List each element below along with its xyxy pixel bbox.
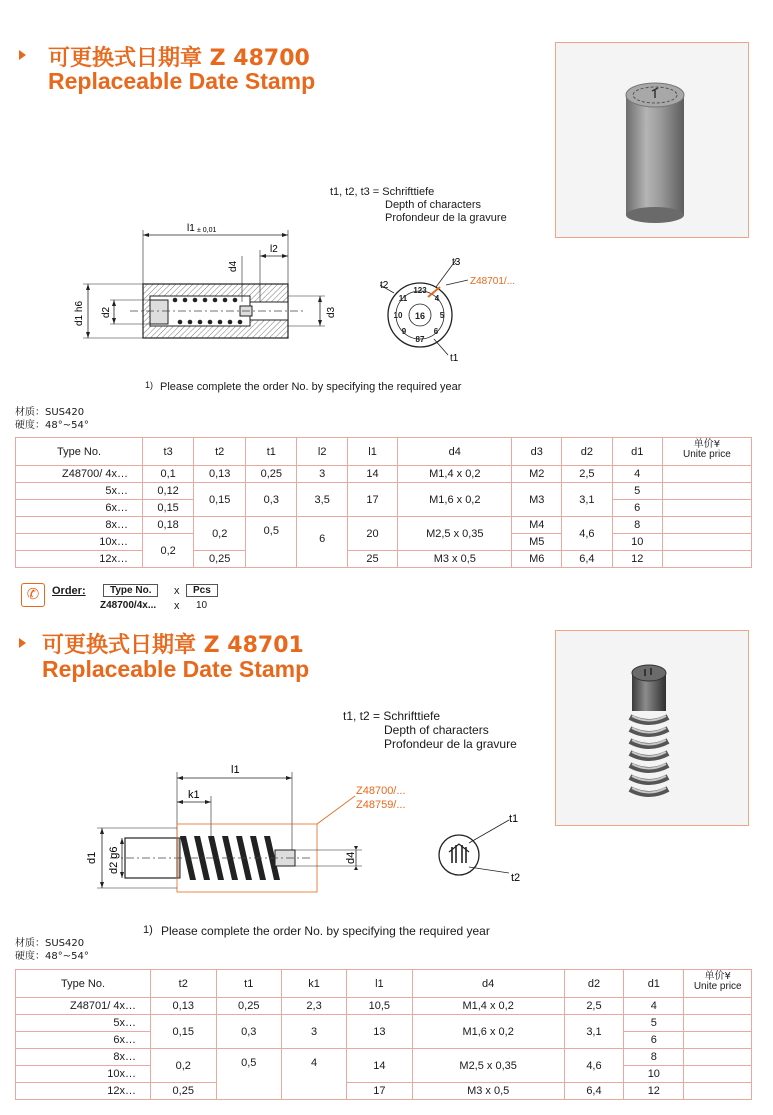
type-no-cell: 12x… xyxy=(16,1083,151,1100)
order-type-example: Z48700/4x... xyxy=(100,600,157,611)
price-header-cn: 单价¥ xyxy=(693,439,721,450)
d2-cell: 2,5 xyxy=(562,466,613,483)
price-cell xyxy=(662,517,751,534)
price-cell xyxy=(662,500,751,517)
dim2-d1-label: d1 xyxy=(86,851,98,864)
depth-legend2-line3: Profondeur de la gravure xyxy=(384,737,517,751)
depth-legend2-line1: t1, t2 = Schrifttiefe xyxy=(343,709,441,723)
price-cell xyxy=(662,534,751,551)
col-header: l2 xyxy=(297,438,348,466)
t2-cell: 0,13 xyxy=(194,466,246,483)
col-header: t1 xyxy=(216,970,281,998)
dim-d1-label: d1 h6 xyxy=(74,300,85,326)
t3-cell: 0,15 xyxy=(143,500,194,517)
d2-cell: 3,1 xyxy=(562,483,613,517)
technical-drawing-z48701 xyxy=(80,760,540,900)
svg-text:5: 5 xyxy=(439,311,445,320)
col-header: t1 xyxy=(246,438,297,466)
col-header: l1 xyxy=(347,438,397,466)
hardness-1: 硬度：48°~54° xyxy=(15,420,89,431)
d3-cell: M3 xyxy=(512,483,562,517)
dim2-d4-label: d4 xyxy=(345,851,357,864)
d1-cell: 12 xyxy=(624,1083,684,1100)
dim-d4-label: d4 xyxy=(228,260,239,272)
dim2-k1-label: k1 xyxy=(188,789,200,801)
d4-cell: M1,6 x 0,2 xyxy=(412,1015,564,1049)
svg-text:123: 123 xyxy=(413,286,427,295)
d2-cell: 2,5 xyxy=(564,998,623,1015)
d4-cell: M3 x 0,5 xyxy=(412,1083,564,1100)
hardness-2: 硬度：48°~54° xyxy=(15,951,89,962)
l1-cell: 13 xyxy=(347,1015,412,1049)
product-photo-z48701 xyxy=(555,630,749,826)
price-header-en: Unite price xyxy=(693,981,742,992)
col-header: l1 xyxy=(347,970,412,998)
d3-cell: M2 xyxy=(512,466,562,483)
d4-cell: M2,5 x 0,35 xyxy=(412,1049,564,1083)
table-row xyxy=(16,517,752,534)
stamp2-t1-label: t1 xyxy=(509,813,519,825)
k1-cell: 4 xyxy=(281,1049,346,1100)
t1-cell: 0,5 xyxy=(246,517,297,568)
type-no-cell: 12x… xyxy=(16,551,143,568)
stamp-t2-label: t2 xyxy=(380,280,389,291)
price-cell xyxy=(662,551,751,568)
type-no-cell: Z48701/ 4x… xyxy=(16,998,151,1015)
l2-cell: 3 xyxy=(297,466,348,483)
col-header: d3 xyxy=(512,438,562,466)
l1-cell: 14 xyxy=(347,1049,412,1083)
l1-cell: 17 xyxy=(347,483,397,517)
d4-cell: M2,5 x 0,35 xyxy=(398,517,512,551)
price-header xyxy=(662,438,751,466)
t2-cell: 0,15 xyxy=(194,483,246,517)
t1-cell: 0,25 xyxy=(216,998,281,1015)
d1-cell: 5 xyxy=(624,1015,684,1032)
order-pcs-example: 10 xyxy=(196,600,208,611)
stamp-t1-label: t1 xyxy=(450,353,459,364)
table-header-row xyxy=(16,438,752,466)
section1-bullet xyxy=(19,50,26,60)
order-type-box: Type No. xyxy=(103,584,158,597)
price-cell xyxy=(684,1015,752,1032)
depth-legend-line3: Profondeur de la gravure xyxy=(385,212,507,224)
cylinder-stamp-image xyxy=(556,43,748,237)
depth-legend2-line2: Depth of characters xyxy=(384,723,489,737)
t2-cell: 0,2 xyxy=(194,517,246,551)
t3-cell: 0,2 xyxy=(143,534,194,568)
l1-cell: 20 xyxy=(347,517,397,551)
col-header: Type No. xyxy=(16,438,143,466)
dim-l1-label: l1 xyxy=(187,223,195,234)
d2-cell: 3,1 xyxy=(564,1015,623,1049)
price-cell xyxy=(684,1083,752,1100)
type-no-cell: Z48700/ 4x… xyxy=(16,466,143,483)
dim2-l1-label: l1 xyxy=(231,764,240,776)
dim-d2-label: d2 xyxy=(101,306,112,318)
t1-cell: 0,25 xyxy=(246,466,297,483)
order-multiply-sign: x xyxy=(174,585,180,597)
d1-cell: 12 xyxy=(612,551,662,568)
t1-cell: 0,5 xyxy=(216,1049,281,1100)
t3-cell: 0,12 xyxy=(143,483,194,500)
d1-cell: 4 xyxy=(612,466,662,483)
col-header: d4 xyxy=(398,438,512,466)
table2-header-row xyxy=(16,970,752,998)
table-row xyxy=(16,466,752,483)
order-multiply-sign-2: x xyxy=(174,600,180,612)
table-row xyxy=(16,998,752,1015)
table-row xyxy=(16,1049,752,1066)
k1-cell: 3 xyxy=(281,1015,346,1049)
col-header: d1 xyxy=(624,970,684,998)
col-header: Type No. xyxy=(16,970,151,998)
d1-cell: 4 xyxy=(624,998,684,1015)
col-header: t3 xyxy=(143,438,194,466)
footnote-2: Please complete the order No. by specifying the required year xyxy=(161,924,490,938)
price-header-cn: 单价¥ xyxy=(704,971,731,982)
d2-cell: 4,6 xyxy=(564,1049,623,1083)
t2-cell: 0,25 xyxy=(194,551,246,568)
price-header xyxy=(684,970,752,998)
ref-z48759-label: Z48759/... xyxy=(356,799,406,811)
d4-cell: M1,4 x 0,2 xyxy=(398,466,512,483)
section1-title-cn: 可更换式日期章 Z 48700 xyxy=(48,46,310,71)
col-header: d2 xyxy=(564,970,623,998)
product-photo-z48700 xyxy=(555,42,749,238)
col-header: d4 xyxy=(412,970,564,998)
section1-title-en: Replaceable Date Stamp xyxy=(48,68,316,94)
footnote-number-2: 1) xyxy=(143,924,153,936)
col-header: t2 xyxy=(151,970,216,998)
spring-stamp-image xyxy=(556,631,748,825)
section2-bullet xyxy=(19,638,26,648)
type-no-cell: 10x… xyxy=(16,1066,151,1083)
table-row xyxy=(16,483,752,500)
d1-cell: 10 xyxy=(624,1066,684,1083)
l1-cell: 14 xyxy=(347,466,397,483)
k1-cell: 2,3 xyxy=(281,998,346,1015)
d1-cell: 6 xyxy=(624,1032,684,1049)
d1-cell: 8 xyxy=(612,517,662,534)
l2-cell: 6 xyxy=(297,517,348,568)
svg-text:87: 87 xyxy=(415,335,425,344)
t2-cell: 0,15 xyxy=(151,1015,216,1049)
t2-cell: 0,2 xyxy=(151,1049,216,1083)
price-cell xyxy=(684,998,752,1015)
price-cell xyxy=(684,1049,752,1066)
type-no-cell: 10x… xyxy=(16,534,143,551)
order-label: Order: xyxy=(52,585,86,597)
price-cell xyxy=(684,1066,752,1083)
t3-cell: 0,18 xyxy=(143,517,194,534)
order-pcs-box: Pcs xyxy=(186,584,218,597)
type-no-cell: 8x… xyxy=(16,517,143,534)
svg-text:16: 16 xyxy=(414,311,426,321)
stamp-ref-label: Z48701/... xyxy=(470,276,516,287)
section2-title-cn: 可更换式日期章 Z 48701 xyxy=(42,633,304,658)
table-row xyxy=(16,551,752,568)
type-no-cell: 8x… xyxy=(16,1049,151,1066)
d4-cell: M1,6 x 0,2 xyxy=(398,483,512,517)
type-no-cell: 6x… xyxy=(16,500,143,517)
col-header: d2 xyxy=(562,438,613,466)
l1-cell: 17 xyxy=(347,1083,412,1100)
d1-cell: 8 xyxy=(624,1049,684,1066)
col-header: k1 xyxy=(281,970,346,998)
depth-legend-line1: t1, t2, t3 = Schrifttiefe xyxy=(330,186,435,198)
d2-cell: 6,4 xyxy=(562,551,613,568)
d4-cell: M1,4 x 0,2 xyxy=(412,998,564,1015)
t1-cell: 0,3 xyxy=(246,483,297,517)
price-cell xyxy=(662,483,751,500)
table-row xyxy=(16,1083,752,1100)
svg-text:6: 6 xyxy=(433,327,439,336)
dim-l2-label: l2 xyxy=(270,244,278,255)
phone-icon: ✆ xyxy=(21,583,45,607)
d2-cell: 4,6 xyxy=(562,517,613,551)
d3-cell: M4 xyxy=(512,517,562,534)
price-cell xyxy=(684,1032,752,1049)
footnote-1: Please complete the order No. by specifying the required year xyxy=(160,381,462,393)
dim-d3-label: d3 xyxy=(326,306,337,318)
stamp-t3-label: t3 xyxy=(452,257,461,268)
col-header: t2 xyxy=(194,438,246,466)
svg-text:10: 10 xyxy=(393,311,403,320)
d3-cell: M5 xyxy=(512,534,562,551)
l1-cell: 25 xyxy=(347,551,397,568)
t2-cell: 0,13 xyxy=(151,998,216,1015)
type-no-cell: 5x… xyxy=(16,1015,151,1032)
depth-legend-line2: Depth of characters xyxy=(385,199,481,211)
d3-cell: M6 xyxy=(512,551,562,568)
svg-text:4: 4 xyxy=(434,294,440,303)
spec-table-z48700 xyxy=(15,437,752,568)
d1-cell: 10 xyxy=(612,534,662,551)
t2-cell: 0,25 xyxy=(151,1083,216,1100)
material-1: 材质：SUS420 xyxy=(15,407,85,418)
l1-cell: 10,5 xyxy=(347,998,412,1015)
svg-text:9: 9 xyxy=(401,327,407,336)
material-2: 材质：SUS420 xyxy=(15,938,85,949)
table-row xyxy=(16,1015,752,1032)
type-no-cell: 5x… xyxy=(16,483,143,500)
price-cell xyxy=(662,466,751,483)
footnote-number-1: 1) xyxy=(145,380,154,390)
d4-cell: M3 x 0,5 xyxy=(398,551,512,568)
stamp2-t2-label: t2 xyxy=(511,872,521,884)
t1-cell: 0,3 xyxy=(216,1015,281,1049)
t3-cell: 0,1 xyxy=(143,466,194,483)
type-no-cell: 6x… xyxy=(16,1032,151,1049)
d2-cell: 6,4 xyxy=(564,1083,623,1100)
price-header-en: Unite price xyxy=(683,449,731,460)
section2-title-en: Replaceable Date Stamp xyxy=(42,656,310,682)
dim2-d2-label: d2 g6 xyxy=(108,846,120,874)
d1-cell: 6 xyxy=(612,500,662,517)
spec-table-z48701 xyxy=(15,969,752,1100)
dim-tolerance-label: ± 0,01 xyxy=(197,227,217,234)
ref-z48700-label: Z48700/... xyxy=(356,785,406,797)
technical-drawing-z48700 xyxy=(70,220,530,370)
col-header: d1 xyxy=(612,438,662,466)
d1-cell: 5 xyxy=(612,483,662,500)
l2-cell: 3,5 xyxy=(297,483,348,517)
svg-text:11: 11 xyxy=(398,294,408,303)
